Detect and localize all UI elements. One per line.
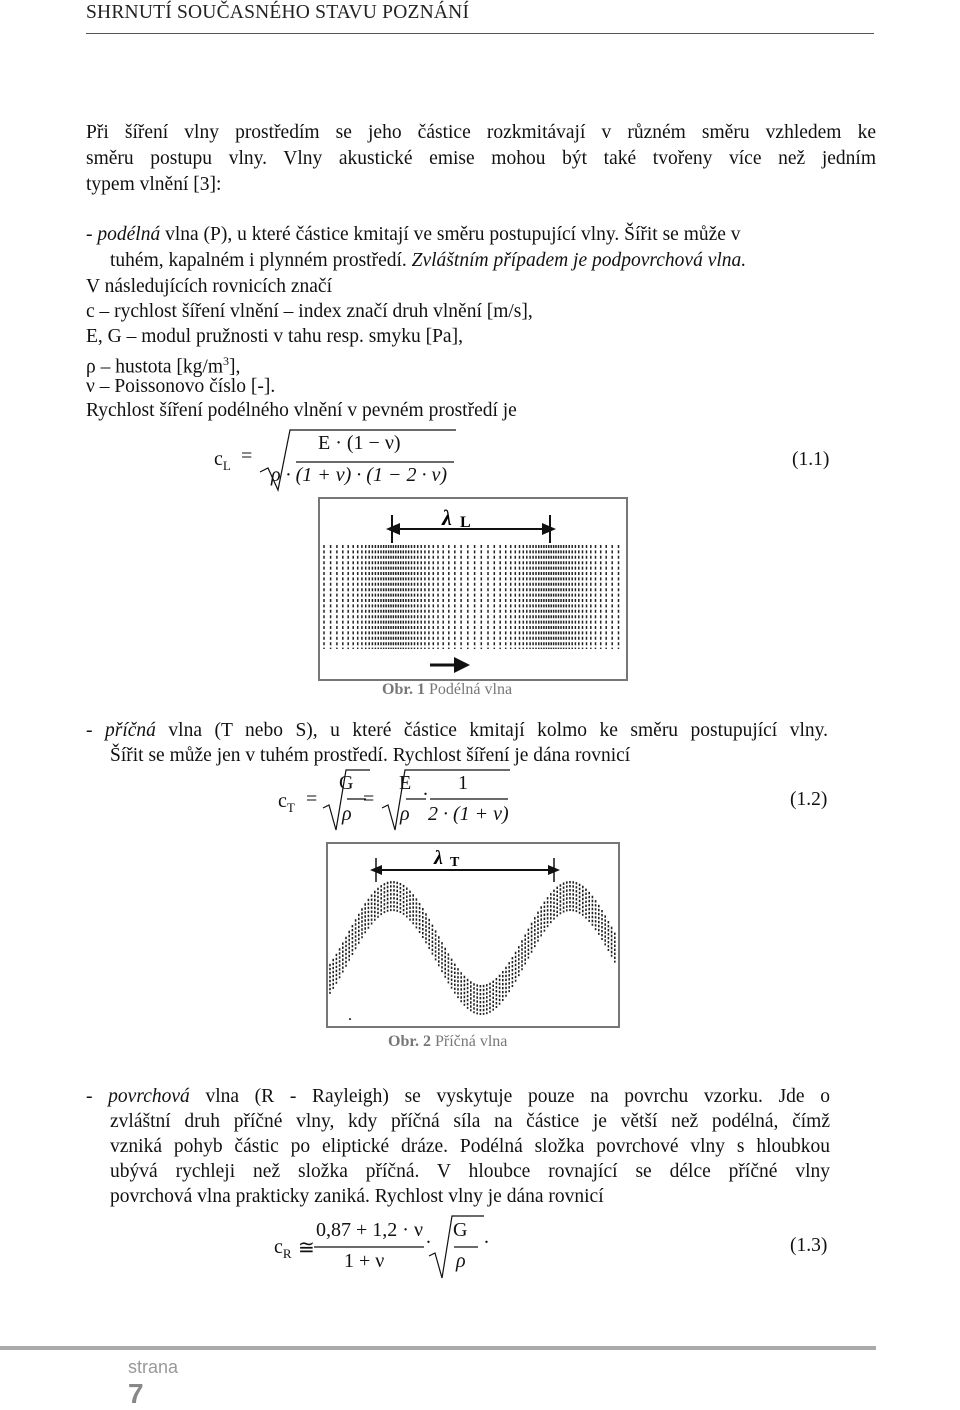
eq2-dot: . xyxy=(423,778,428,800)
eq2-sub: T xyxy=(286,800,295,815)
p-wave-line1-text: vlna (P), u které částice kmitají ve směru postupující vlny. Šířit se může v xyxy=(160,224,741,245)
running-header: SHRNUTÍ SOUČASNÉHO STAVU POZNÁNÍ xyxy=(86,2,470,23)
fig2-caption-text: Příčná vlna xyxy=(430,1033,508,1050)
eq2-equals-2: = xyxy=(363,788,375,810)
p-wave-dash: - xyxy=(86,224,98,245)
eq3-frac1-num: 0,87 + 1,2 · ν xyxy=(316,1219,423,1241)
p-wave-term: podélná xyxy=(97,224,161,245)
longitudinal-wave-drawing xyxy=(320,499,626,679)
fig1-caption xyxy=(382,681,512,699)
fig1-lambda-sub: L xyxy=(460,514,471,531)
longitudinal-wave-figure xyxy=(318,497,628,681)
intro-line-1: Při šíření vlny prostředím se jeho částice rozkmitávají v různém směru vzhledem ke xyxy=(86,122,876,143)
eq2-frac3-den: 2 · (1 + ν) xyxy=(428,803,509,825)
eq3-lhs xyxy=(274,1236,292,1262)
transverse-wave-drawing xyxy=(328,844,618,1026)
longitudinal-speed-intro: Rychlost šíření podélného vlnění v pevném prostředí je xyxy=(86,400,517,421)
r-wave-line-4: ubývá rychleji než složka příčná. V hloubce rovnající se délce příčné vlny xyxy=(110,1161,830,1182)
definition-e-g: E, G – modul pružnosti v tahu resp. smyku [Pa], xyxy=(86,326,463,347)
footer-label: strana xyxy=(128,1357,179,1377)
definition-c: c – rychlost šíření vlnění – index značí druh vlnění [m/s], xyxy=(86,301,533,322)
fig2-caption xyxy=(388,1033,507,1051)
fig1-caption-text: Podélná vlna xyxy=(424,681,513,698)
r-wave-term: povrchová xyxy=(108,1086,190,1107)
r-wave-line1-text: vlna (R - Rayleigh) se vyskytuje pouze na povrchu vzorku. Jde o xyxy=(189,1086,830,1107)
definitions-intro: V následujících rovnicích značí xyxy=(86,276,333,297)
eq3-c: c xyxy=(274,1236,283,1258)
r-wave-line-5: povrchová vlna prakticky zaniká. Rychlost vlny je dána rovnicí xyxy=(110,1186,604,1207)
eq1-lhs xyxy=(214,448,231,474)
p-wave-line2-text: tuhém, kapalném i plynném prostředí. xyxy=(110,250,412,271)
eq2-frac3-num: 1 xyxy=(458,772,468,794)
eq3-dot: . xyxy=(426,1226,431,1248)
eq3-frac1-den: 1 + ν xyxy=(344,1250,385,1272)
fig1-caption-number: Obr. 1 xyxy=(382,681,425,698)
eq2-frac2-num: E xyxy=(399,772,412,794)
eq3-number: (1.3) xyxy=(790,1235,828,1256)
s-wave-line1-text: vlna (T nebo S), u které částice kmitají kolmo ke směru postupující vlny. xyxy=(155,720,828,741)
intro-line-3: typem vlnění [3]: xyxy=(86,174,222,195)
eq3-approx: ≅ xyxy=(298,1237,315,1259)
eq2-frac2-den: ρ xyxy=(400,803,410,825)
r-wave-line-2: zvláštní druh příčné vlny, kdy příčná síla na částice je větší než podélná, čímž xyxy=(110,1111,830,1132)
s-wave-term: příčná xyxy=(105,720,156,741)
eq2-number: (1.2) xyxy=(790,789,828,810)
definition-rho-end: ], xyxy=(229,356,241,378)
page-number: 7 xyxy=(128,1378,144,1409)
eq1-c: c xyxy=(214,448,223,470)
fig2-caption-number: Obr. 2 xyxy=(388,1033,431,1050)
eq2-lhs xyxy=(278,790,295,816)
eq1-number: (1.1) xyxy=(792,449,830,470)
eq1-numerator: E · (1 − ν) xyxy=(318,432,401,454)
s-wave-dash: - xyxy=(86,720,105,741)
fig2-dot: . xyxy=(348,1007,352,1024)
fig1-propagation-arrow-head xyxy=(454,657,470,673)
eq1-sub: L xyxy=(222,458,231,473)
eq2-c: c xyxy=(278,790,287,812)
p-wave-line-2 xyxy=(110,248,870,274)
transverse-wave-figure xyxy=(326,842,620,1028)
eq3-end-dot: . xyxy=(484,1226,489,1248)
eq2-frac1-den: ρ xyxy=(342,803,352,825)
s-wave-line-1 xyxy=(86,718,828,744)
eq2-frac1-num: G xyxy=(339,772,354,794)
fig2-lambda-sub: T xyxy=(450,855,460,870)
header-rule xyxy=(86,33,874,34)
footer-rule xyxy=(0,1346,876,1350)
fig1-lambda-label: λ xyxy=(442,505,452,530)
definition-nu: ν – Poissonovo číslo [-]. xyxy=(86,376,276,397)
eq2-equals-1: = xyxy=(306,788,318,810)
definition-rho-sup: 3 xyxy=(223,354,230,368)
s-wave-line-2: Šířit se může jen v tuhém prostředí. Rychlost šíření je dána rovnicí xyxy=(110,745,631,766)
definition-rho-text: ρ – hustota [kg/m xyxy=(86,356,224,378)
r-wave-dash: - xyxy=(86,1086,109,1107)
eq3-frac2-den: ρ xyxy=(456,1250,466,1272)
r-wave-line-1 xyxy=(86,1084,830,1110)
r-wave-line-3: vzniká pohyb částic po eliptické dráze. Podélná složka povrchové vlny s hloubkou xyxy=(110,1136,830,1157)
eq1-equals: = xyxy=(241,445,253,467)
fig2-lambda-label: λ xyxy=(434,847,443,869)
eq3-frac2-num: G xyxy=(453,1219,468,1241)
intro-line-2: směru postupu vlny. Vlny akustické emise mohou být také tvořeny více než jedním xyxy=(86,148,876,169)
p-wave-note: Zvláštním případem je podpovrchová vlna. xyxy=(411,250,747,271)
eq3-sub: R xyxy=(282,1246,292,1261)
eq1-denominator: ρ · (1 + ν) · (1 − 2 · ν) xyxy=(271,464,447,486)
p-wave-line-1 xyxy=(86,222,876,248)
